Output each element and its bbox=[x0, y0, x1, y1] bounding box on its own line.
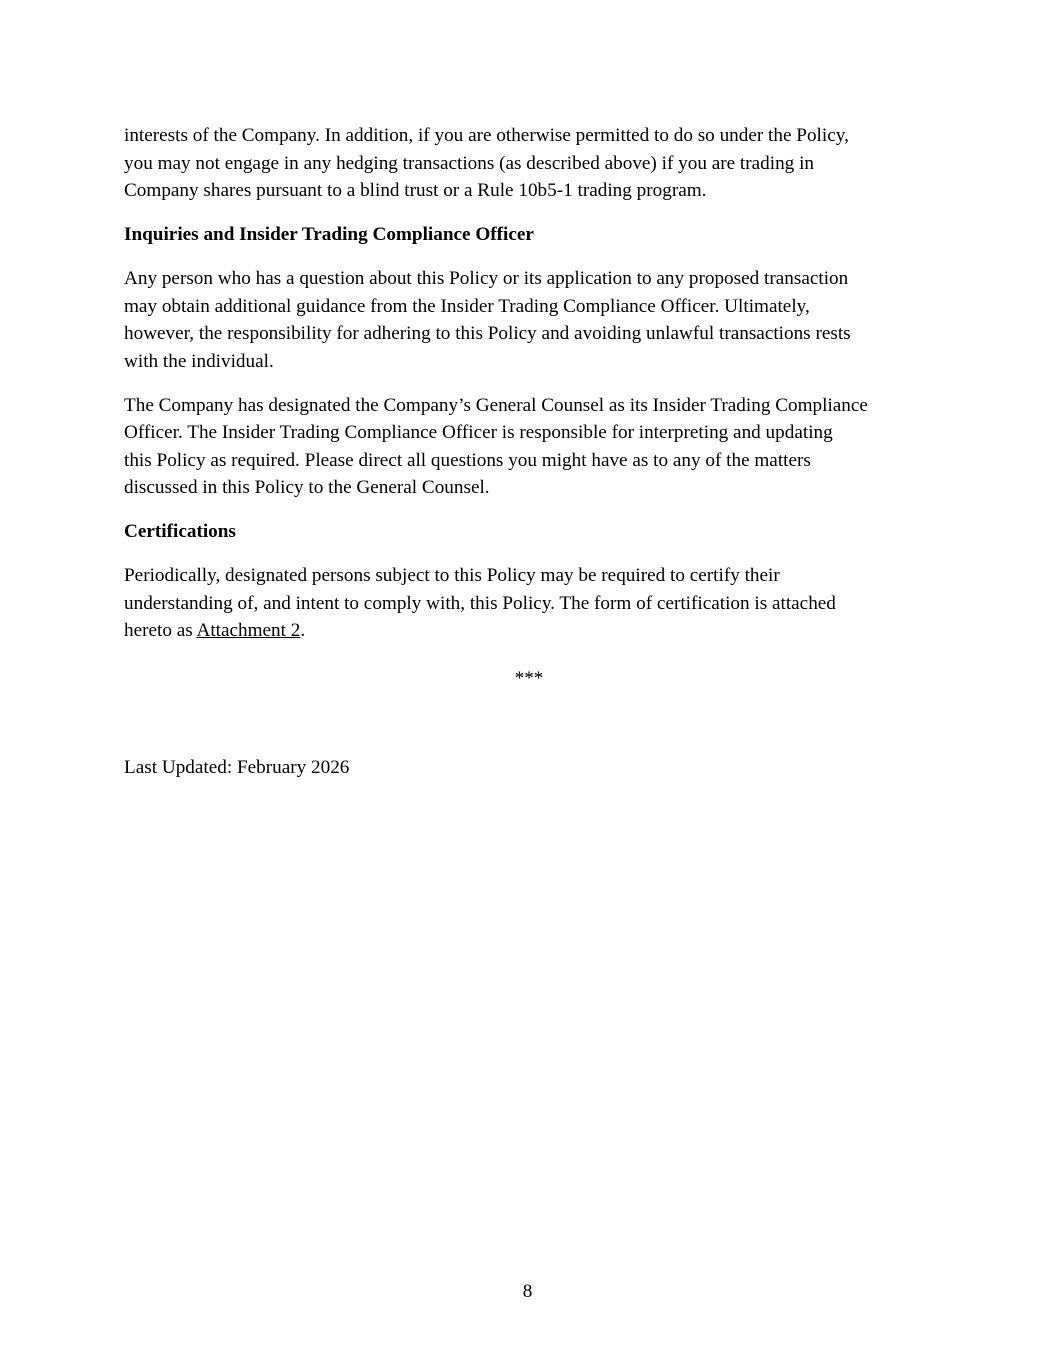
text-line: Officer. The Insider Trading Compliance Officer is responsible for interpreting and updating bbox=[124, 422, 833, 443]
text-line: The Company has designated the Company’s General Counsel as its Insider Trading Compliance bbox=[124, 394, 868, 416]
text-line: you may not engage in any hedging transactions (as described above) if you are trading in bbox=[124, 152, 815, 174]
text-line: Any person who has a question about this Policy or its application to any proposed transaction bbox=[124, 268, 849, 289]
text-line: Periodically, designated persons subject to this Policy may be required to certify their bbox=[124, 565, 780, 586]
section-separator: *** bbox=[514, 668, 544, 689]
paragraph-hedging bbox=[124, 122, 934, 205]
text-line: may obtain additional guidance from the Insider Trading Compliance Officer. Ultimately, bbox=[124, 295, 810, 317]
section-heading-certifications: Certifications bbox=[124, 521, 236, 542]
page-number: 8 bbox=[522, 1281, 533, 1302]
attachment-2-link[interactable]: Attachment 2 bbox=[196, 620, 301, 641]
text-line: understanding of, and intent to comply with, this Policy. The form of certification is attached bbox=[124, 592, 836, 614]
paragraph-inquiries bbox=[124, 265, 934, 375]
text-line: Company shares pursuant to a blind trust or a Rule 10b5-1 trading program. bbox=[124, 180, 707, 201]
text-line: interests of the Company. In addition, if you are otherwise permitted to do so under the Policy, bbox=[124, 125, 849, 146]
text-line-with-link bbox=[124, 617, 934, 645]
last-updated-note: Last Updated: February 2026 bbox=[124, 756, 350, 778]
text-line: with the individual. bbox=[124, 350, 274, 372]
paragraph-compliance-officer bbox=[124, 392, 934, 502]
text-line: however, the responsibility for adhering to this Policy and avoiding unlawful transactions rests bbox=[124, 323, 851, 344]
section-heading-inquiries: Inquiries and Insider Trading Compliance Officer bbox=[124, 224, 534, 245]
text-line: this Policy as required. Please direct all questions you might have as to any of the matters bbox=[124, 449, 811, 471]
paragraph-certifications bbox=[124, 562, 934, 645]
text-fragment: hereto as bbox=[124, 620, 197, 641]
text-fragment: . bbox=[300, 620, 306, 641]
text-line: discussed in this Policy to the General Counsel. bbox=[124, 477, 490, 498]
document-page bbox=[124, 122, 934, 798]
